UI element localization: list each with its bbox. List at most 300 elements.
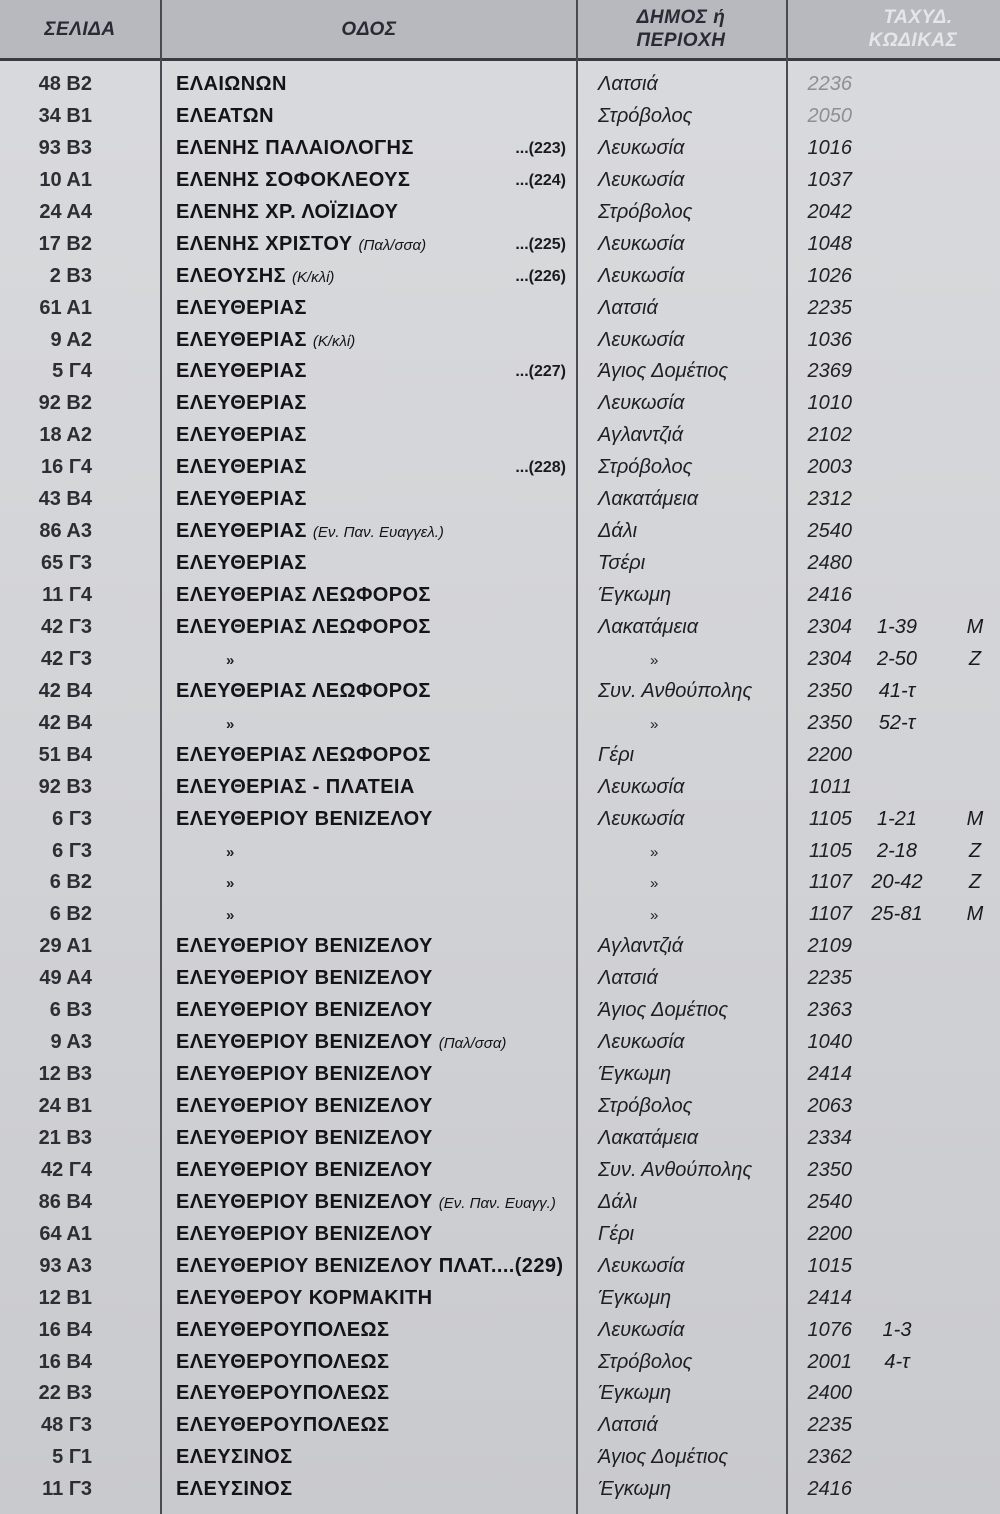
postal-code: 2304 [807, 647, 852, 670]
district-name: Αγλαντζιά [598, 424, 684, 447]
table-row [0, 900, 1000, 932]
district-name: Στρόβολος [598, 104, 693, 127]
postal-code: 2363 [807, 999, 852, 1022]
postal-code: 2416 [807, 1478, 852, 1501]
postal-code: 2540 [807, 1190, 852, 1213]
postal-code: 1026 [807, 264, 852, 287]
page-reference: 42 Γ3 [41, 647, 92, 670]
street-side: Μ [966, 807, 984, 830]
page-reference: 12 Β3 [38, 1063, 92, 1086]
table-row [0, 1156, 1000, 1188]
page-reference: 51 Β4 [38, 743, 92, 766]
street-name-text: ΕΛΕΥΘΕΡΟΥΠΟΛΕΩΣ [176, 1350, 390, 1373]
district-name: Λευκωσία [598, 1254, 685, 1277]
street-name [176, 233, 426, 256]
postal-code: 2350 [807, 679, 852, 702]
district-name: Έγκωμη [598, 584, 672, 606]
page-reference: 16 Β4 [38, 1350, 92, 1373]
postal-code: 2042 [807, 200, 852, 223]
street-name [176, 1191, 556, 1214]
district-name: Λευκωσία [598, 232, 685, 255]
postal-code: 1105 [808, 807, 852, 830]
street-name [176, 488, 307, 511]
street-name [176, 1446, 293, 1469]
page-reference: 11 Γ4 [42, 584, 92, 606]
street-name-text: ΕΛΕΝΗΣ ΠΑΛΑΙΟΛΟΓΗΣ [176, 136, 414, 159]
table-row [0, 389, 1000, 421]
street-name-text: ΕΛΕΥΘΕΡΙΑΣ ΛΕΩΦΟΡΟΣ [176, 615, 431, 638]
page-reference: 49 Α4 [39, 967, 92, 990]
page-reference: 92 Β3 [38, 775, 92, 798]
page-reference: 48 Β2 [38, 73, 92, 95]
district-name: Λευκωσία [598, 328, 685, 351]
street-name-text: ΕΛΕΥΘΕΡΟΥΠΟΛΕΩΣ [176, 1414, 390, 1437]
postal-code: 2050 [807, 104, 852, 127]
street-name [176, 265, 334, 288]
district-name: Δάλι [598, 1190, 638, 1213]
district-name: Έγκωμη [598, 1063, 672, 1086]
table-row [0, 773, 1000, 805]
page-reference: 6 Β3 [49, 999, 92, 1022]
postal-code: 1037 [807, 168, 852, 191]
page-reference: 5 Γ1 [52, 1446, 92, 1469]
district-name: Λευκωσία [598, 392, 685, 415]
street-name [176, 1319, 389, 1342]
postal-code: 2414 [807, 1063, 852, 1086]
district-name: Λευκωσία [598, 1031, 685, 1054]
footnote-reference: ...(225) [515, 235, 566, 253]
street-name [176, 935, 433, 958]
postal-code: 2109 [807, 935, 852, 958]
table-row [0, 326, 1000, 358]
table-row [0, 166, 1000, 198]
postal-code: 1016 [807, 136, 852, 159]
district-name: Λατσιά [598, 967, 658, 990]
street-name-text: » [226, 907, 235, 925]
street-name [226, 844, 235, 861]
table-row [0, 1348, 1000, 1380]
district-name: Έγκωμη [598, 1286, 672, 1309]
table-row [0, 645, 1000, 677]
postal-code: 1048 [807, 232, 852, 255]
table-row [0, 70, 1000, 102]
postal-code: 2350 [807, 1158, 852, 1181]
street-name-text: ΕΛΕΥΘΕΡΙΟΥ ΒΕΝΙΖΕΛΟΥ [176, 1190, 433, 1213]
street-name [176, 424, 307, 447]
street-name [176, 456, 307, 479]
table-row [0, 1443, 1000, 1475]
page-reference: 18 Α2 [39, 424, 92, 447]
street-name [176, 201, 398, 224]
district-name: Στρόβολος [598, 200, 693, 223]
postal-code: 1010 [807, 392, 852, 415]
street-name-text: ΕΛΕΥΣΙΝΟΣ [176, 1446, 293, 1469]
postal-code: 1040 [807, 1031, 852, 1054]
table-row [0, 517, 1000, 549]
table-row [0, 1316, 1000, 1348]
street-name-text: ΕΛΕΥΘΕΡΙΑΣ ΛΕΩΦΟΡΟΣ [176, 679, 431, 702]
street-name-text: ΕΛΕΥΘΕΡΙΑΣ [176, 392, 307, 415]
street-name [226, 875, 235, 892]
page-reference: 92 Β2 [38, 392, 92, 415]
table-row [0, 1220, 1000, 1252]
table-row [0, 709, 1000, 741]
table-row [0, 964, 1000, 996]
header-street: ΟΔΟΣ [341, 18, 397, 40]
street-name [176, 584, 431, 607]
page-reference: 11 Γ3 [42, 1478, 92, 1501]
header-postcode: ΤΑΧΥΔ. ΚΩΔΙΚΑΣ [868, 7, 958, 51]
table-row [0, 1060, 1000, 1092]
table-row [0, 294, 1000, 326]
page-reference: 86 Α3 [39, 520, 92, 543]
district-name: Έγκωμη [598, 1382, 672, 1405]
table-header [0, 0, 1000, 61]
table-row [0, 741, 1000, 773]
street-name [176, 1159, 433, 1182]
district-name: » [650, 875, 659, 893]
page-reference: 93 Β3 [38, 136, 92, 159]
street-name [176, 1382, 389, 1405]
street-name [176, 169, 410, 192]
street-name [176, 999, 433, 1022]
page-reference: 5 Γ4 [52, 360, 92, 383]
table-row [0, 453, 1000, 485]
street-name [176, 680, 431, 703]
table-row [0, 1379, 1000, 1411]
street-name [176, 520, 444, 543]
district-name: Συν. Ανθούπολης [598, 1158, 753, 1181]
page-reference: 6 Β2 [49, 871, 92, 894]
table-row [0, 262, 1000, 294]
district-name: Λευκωσία [598, 264, 685, 287]
district-name: Λατσιά [598, 73, 658, 95]
number-range: 52-τ [878, 711, 916, 734]
street-name-text: ΕΛΕΝΗΣ ΧΡ. ΛΟΪΖΙΔΟΥ [176, 200, 399, 223]
postal-code: 1011 [808, 775, 852, 798]
postal-code: 2312 [807, 488, 852, 511]
district-name: Λευκωσία [598, 807, 685, 830]
district-name: Λακατάμεια [598, 615, 699, 638]
street-name-text: ΕΛΕΥΘΕΡΙΟΥ ΒΕΝΙΖΕΛΟΥ [176, 1063, 433, 1086]
page-reference: 21 Β3 [38, 1126, 92, 1149]
page-reference: 61 Α1 [39, 296, 92, 319]
street-note: (Παλ/σσα) [438, 1035, 507, 1053]
table-row [0, 837, 1000, 869]
page-reference: 16 Β4 [38, 1318, 92, 1341]
postal-code: 2369 [807, 360, 852, 383]
postal-code: 2414 [807, 1286, 852, 1309]
page-reference: 48 Γ3 [41, 1414, 92, 1437]
street-name-text: ΕΛΕΥΣΙΝΟΣ [176, 1478, 293, 1501]
street-name [176, 616, 431, 639]
table-row [0, 1188, 1000, 1220]
table-row [0, 613, 1000, 645]
district-name: Λευκωσία [598, 136, 685, 159]
page-reference: 64 Α1 [39, 1222, 92, 1245]
street-name-text: » [226, 843, 235, 861]
street-name-text: ΕΛΕΟΥΣΗΣ [176, 264, 287, 287]
header-district: ΔΗΜΟΣ ή ΠΕΡΙΟΧΗ [636, 7, 726, 51]
postal-code: 2334 [807, 1126, 852, 1149]
street-name-text: ΕΛΕΥΘΕΡΙΑΣ [176, 424, 307, 447]
table-row [0, 485, 1000, 517]
street-name [176, 105, 274, 128]
district-name: » [650, 715, 659, 733]
postal-code: 1015 [807, 1254, 852, 1277]
street-name [176, 1287, 433, 1310]
street-name [176, 392, 307, 415]
table-row [0, 1284, 1000, 1316]
street-name-text: ΕΛΕΥΘΕΡΟΥ ΚΟΡΜΑΚΙΤΗ [176, 1286, 433, 1309]
page-reference: 24 Β1 [38, 1095, 92, 1117]
page-reference: 2 Β3 [49, 264, 92, 287]
page-reference: 43 Β4 [38, 488, 92, 511]
street-name-text: ΕΛΕΥΘΕΡΙΟΥ ΒΕΝΙΖΕΛΟΥ [176, 935, 433, 958]
table-row [0, 1028, 1000, 1060]
street-name [176, 1351, 389, 1374]
street-name-text: ΕΛΕΥΘΕΡΙΟΥ ΒΕΝΙΖΕΛΟΥ [176, 1222, 433, 1245]
page-reference: 9 Α3 [50, 1031, 92, 1054]
table-row [0, 581, 1000, 613]
page-reference: 16 Γ4 [41, 456, 92, 479]
page-reference: 42 Β4 [38, 679, 92, 702]
table-row [0, 1092, 1000, 1124]
number-range: 25-81 [871, 903, 923, 926]
postal-code: 2350 [807, 711, 852, 734]
postal-code: 2063 [807, 1095, 852, 1117]
street-side: Μ [966, 903, 984, 926]
street-name [176, 967, 433, 990]
table-row [0, 1124, 1000, 1156]
street-name-text: ΕΛΕΥΘΕΡΙΟΥ ΒΕΝΙΖΕΛΟΥ [176, 967, 433, 990]
street-name [176, 1031, 506, 1054]
street-name-text: ΕΛΕΥΘΕΡΙΟΥ ΒΕΝΙΖΕΛΟΥ [176, 807, 433, 830]
district-name: Λατσιά [598, 296, 658, 319]
street-name [176, 776, 415, 799]
district-name: Λευκωσία [598, 775, 685, 798]
postal-code: 2235 [807, 296, 852, 319]
footnote-reference: ...(228) [515, 459, 566, 477]
street-name-text: ΕΛΕΥΘΕΡΙΟΥ ΒΕΝΙΖΕΛΟΥ [176, 1158, 433, 1181]
page-reference: 17 Β2 [38, 232, 92, 255]
street-name-text: ΕΛΕΝΗΣ ΣΟΦΟΚΛΕΟΥΣ [176, 168, 411, 191]
page-reference: 34 Β1 [38, 104, 92, 127]
street-note: (Κ/κλί) [312, 332, 356, 350]
street-name [226, 652, 235, 669]
number-range: 20-42 [871, 871, 923, 894]
postal-code: 2200 [807, 743, 852, 766]
street-side: Μ [966, 615, 984, 638]
street-name-text: ΕΛΕΥΘΕΡΙΑΣ ΛΕΩΦΟΡΟΣ [176, 584, 431, 606]
district-name: Αγλαντζιά [598, 935, 684, 958]
table-row [0, 549, 1000, 581]
table-row [0, 868, 1000, 900]
district-name: Τσέρι [598, 552, 646, 575]
postal-code: 2304 [807, 615, 852, 638]
street-name-text: ΕΛΕΥΘΕΡΙΑΣ ΛΕΩΦΟΡΟΣ [176, 743, 431, 766]
district-name: Στρόβολος [598, 1350, 693, 1373]
street-name-text: ΕΛΕΥΘΕΡΙΟΥ ΒΕΝΙΖΕΛΟΥ ΠΛΑΤ....(229) [176, 1254, 564, 1277]
street-name-text: ΕΛΕΥΘΕΡΟΥΠΟΛΕΩΣ [176, 1318, 390, 1341]
table-row [0, 230, 1000, 262]
street-name-text: » [226, 651, 235, 669]
postal-code: 2480 [807, 552, 852, 575]
street-name [176, 297, 307, 320]
street-name-text: ΕΛΕΥΘΕΡΟΥΠΟΛΕΩΣ [176, 1382, 390, 1405]
street-name-text: ΕΛΕΥΘΕΡΙΑΣ - ΠΛΑΤΕΙΑ [176, 775, 415, 798]
postal-code: 2362 [807, 1446, 852, 1469]
street-note: (Εν. Παν. Ευαγγελ.) [312, 524, 444, 542]
table-row [0, 134, 1000, 166]
street-name [176, 360, 307, 383]
street-name [176, 1478, 293, 1501]
street-name [176, 73, 287, 96]
postal-code: 2400 [807, 1382, 852, 1405]
district-name: Συν. Ανθούπολης [598, 679, 753, 702]
street-name [176, 137, 414, 160]
street-name-text: ΕΛΑΙΩΝΩΝ [176, 73, 287, 95]
table-row [0, 1252, 1000, 1284]
page-reference: 24 Α4 [39, 200, 92, 223]
page-reference: 6 Β2 [49, 903, 92, 926]
district-name: Λατσιά [598, 1414, 658, 1437]
street-name [176, 1223, 433, 1246]
postal-code: 2200 [807, 1222, 852, 1245]
postal-code: 2416 [807, 584, 852, 606]
street-name [226, 716, 235, 733]
table-row [0, 1411, 1000, 1443]
postal-code: 1107 [808, 871, 852, 894]
district-name: Άγιος Δομέτιος [598, 360, 729, 383]
postal-code: 2235 [807, 967, 852, 990]
page-reference: 29 Α1 [39, 935, 92, 958]
page-reference: 10 Α1 [39, 168, 92, 191]
district-name: » [650, 651, 659, 669]
street-name-text: ΕΛΕΥΘΕΡΙΑΣ [176, 488, 307, 511]
district-name: Άγιος Δομέτιος [598, 999, 729, 1022]
district-name: Λακατάμεια [598, 488, 699, 511]
street-name-text: ΕΛΕΥΘΕΡΙΑΣ [176, 552, 307, 575]
district-name: Λευκωσία [598, 1318, 685, 1341]
district-name: Γέρι [598, 1222, 635, 1245]
district-name: Έγκωμη [598, 1478, 672, 1501]
postal-code: 2003 [807, 456, 852, 479]
postal-code: 1105 [808, 839, 852, 862]
footnote-reference: ...(224) [515, 171, 566, 189]
postal-code: 2235 [807, 1414, 852, 1437]
street-name [176, 1063, 433, 1086]
page-reference: 42 Γ3 [41, 615, 92, 638]
street-name [176, 1095, 433, 1118]
street-name-text: ΕΛΕΥΘΕΡΙΟΥ ΒΕΝΙΖΕΛΟΥ [176, 1095, 433, 1117]
street-name-text: ΕΛΕΥΘΕΡΙΑΣ [176, 360, 307, 383]
district-name: Λακατάμεια [598, 1126, 699, 1149]
street-name-text: » [226, 875, 235, 893]
page-reference: 65 Γ3 [41, 552, 92, 575]
street-side: Ζ [968, 647, 982, 670]
street-name-text: ΕΛΕΥΘΕΡΙΑΣ [176, 328, 307, 351]
district-name: Στρόβολος [598, 1095, 693, 1117]
header-page: ΣΕΛΙΔΑ [44, 18, 116, 40]
number-range: 4-τ [884, 1350, 910, 1373]
table-row [0, 198, 1000, 230]
postal-code: 2001 [807, 1350, 852, 1373]
table-row [0, 1475, 1000, 1507]
page-reference: 93 Α3 [39, 1254, 92, 1277]
table-row [0, 996, 1000, 1028]
page-reference: 6 Γ3 [52, 807, 92, 830]
street-name [176, 1414, 389, 1437]
postal-code: 2540 [807, 520, 852, 543]
number-range: 1-39 [876, 615, 918, 638]
table-row [0, 932, 1000, 964]
page-reference: 42 Γ4 [41, 1158, 92, 1181]
page-reference: 22 Β3 [38, 1382, 92, 1405]
street-name [176, 744, 431, 767]
table-row [0, 805, 1000, 837]
number-range: 41-τ [878, 679, 916, 702]
page-reference: 6 Γ3 [52, 839, 92, 862]
street-side: Ζ [968, 839, 982, 862]
street-name [226, 907, 235, 924]
postal-code: 1107 [808, 903, 852, 926]
street-name-text: ΕΛΕΥΘΕΡΙΑΣ [176, 456, 307, 479]
table-row [0, 677, 1000, 709]
street-note: (Παλ/σσα) [358, 236, 427, 254]
footnote-reference: ...(226) [515, 267, 566, 285]
street-note: (Εν. Παν. Ευαγγ.) [438, 1194, 556, 1212]
postal-code: 2236 [807, 73, 852, 95]
district-name: Δάλι [598, 520, 638, 543]
street-name [176, 329, 355, 352]
district-name: Γέρι [598, 743, 635, 766]
street-name-text: ΕΛΕΥΘΕΡΙΟΥ ΒΕΝΙΖΕΛΟΥ [176, 999, 433, 1022]
footnote-reference: ...(227) [515, 363, 566, 381]
district-name: Άγιος Δομέτιος [598, 1446, 729, 1469]
page-reference: 9 Α2 [50, 328, 92, 351]
footnote-reference: ...(223) [515, 139, 566, 157]
district-name: » [650, 843, 659, 861]
table-row [0, 421, 1000, 453]
street-name-text: ΕΛΕΝΗΣ ΧΡΙΣΤΟΥ [176, 232, 353, 255]
table-row [0, 102, 1000, 134]
table-row [0, 357, 1000, 389]
district-name: » [650, 907, 659, 925]
street-name [176, 552, 307, 575]
street-list [0, 70, 1000, 1507]
street-side: Ζ [968, 871, 982, 894]
page-reference: 86 Β4 [38, 1190, 92, 1213]
street-name [176, 808, 433, 831]
postal-code: 1076 [807, 1318, 852, 1341]
district-name: Λευκωσία [598, 168, 685, 191]
street-name-text: ΕΛΕΥΘΕΡΙΟΥ ΒΕΝΙΖΕΛΟΥ [176, 1031, 433, 1054]
street-name-text: ΕΛΕΥΘΕΡΙΑΣ [176, 296, 307, 319]
street-name-text: ΕΛΕΥΘΕΡΙΟΥ ΒΕΝΙΖΕΛΟΥ [176, 1126, 433, 1149]
number-range: 2-50 [876, 647, 918, 670]
street-note: (Κ/κλί) [292, 268, 335, 286]
postal-code: 2102 [807, 424, 852, 447]
street-name-text: ΕΛΕΥΘΕΡΙΑΣ [176, 520, 307, 543]
number-range: 1-3 [882, 1318, 912, 1341]
page-reference: 42 Β4 [38, 711, 92, 734]
street-name [176, 1127, 433, 1150]
page-reference: 12 Β1 [38, 1286, 92, 1309]
number-range: 1-21 [876, 807, 918, 830]
postal-code: 1036 [807, 328, 852, 351]
street-name-text: ΕΛΕΑΤΩΝ [176, 104, 274, 127]
